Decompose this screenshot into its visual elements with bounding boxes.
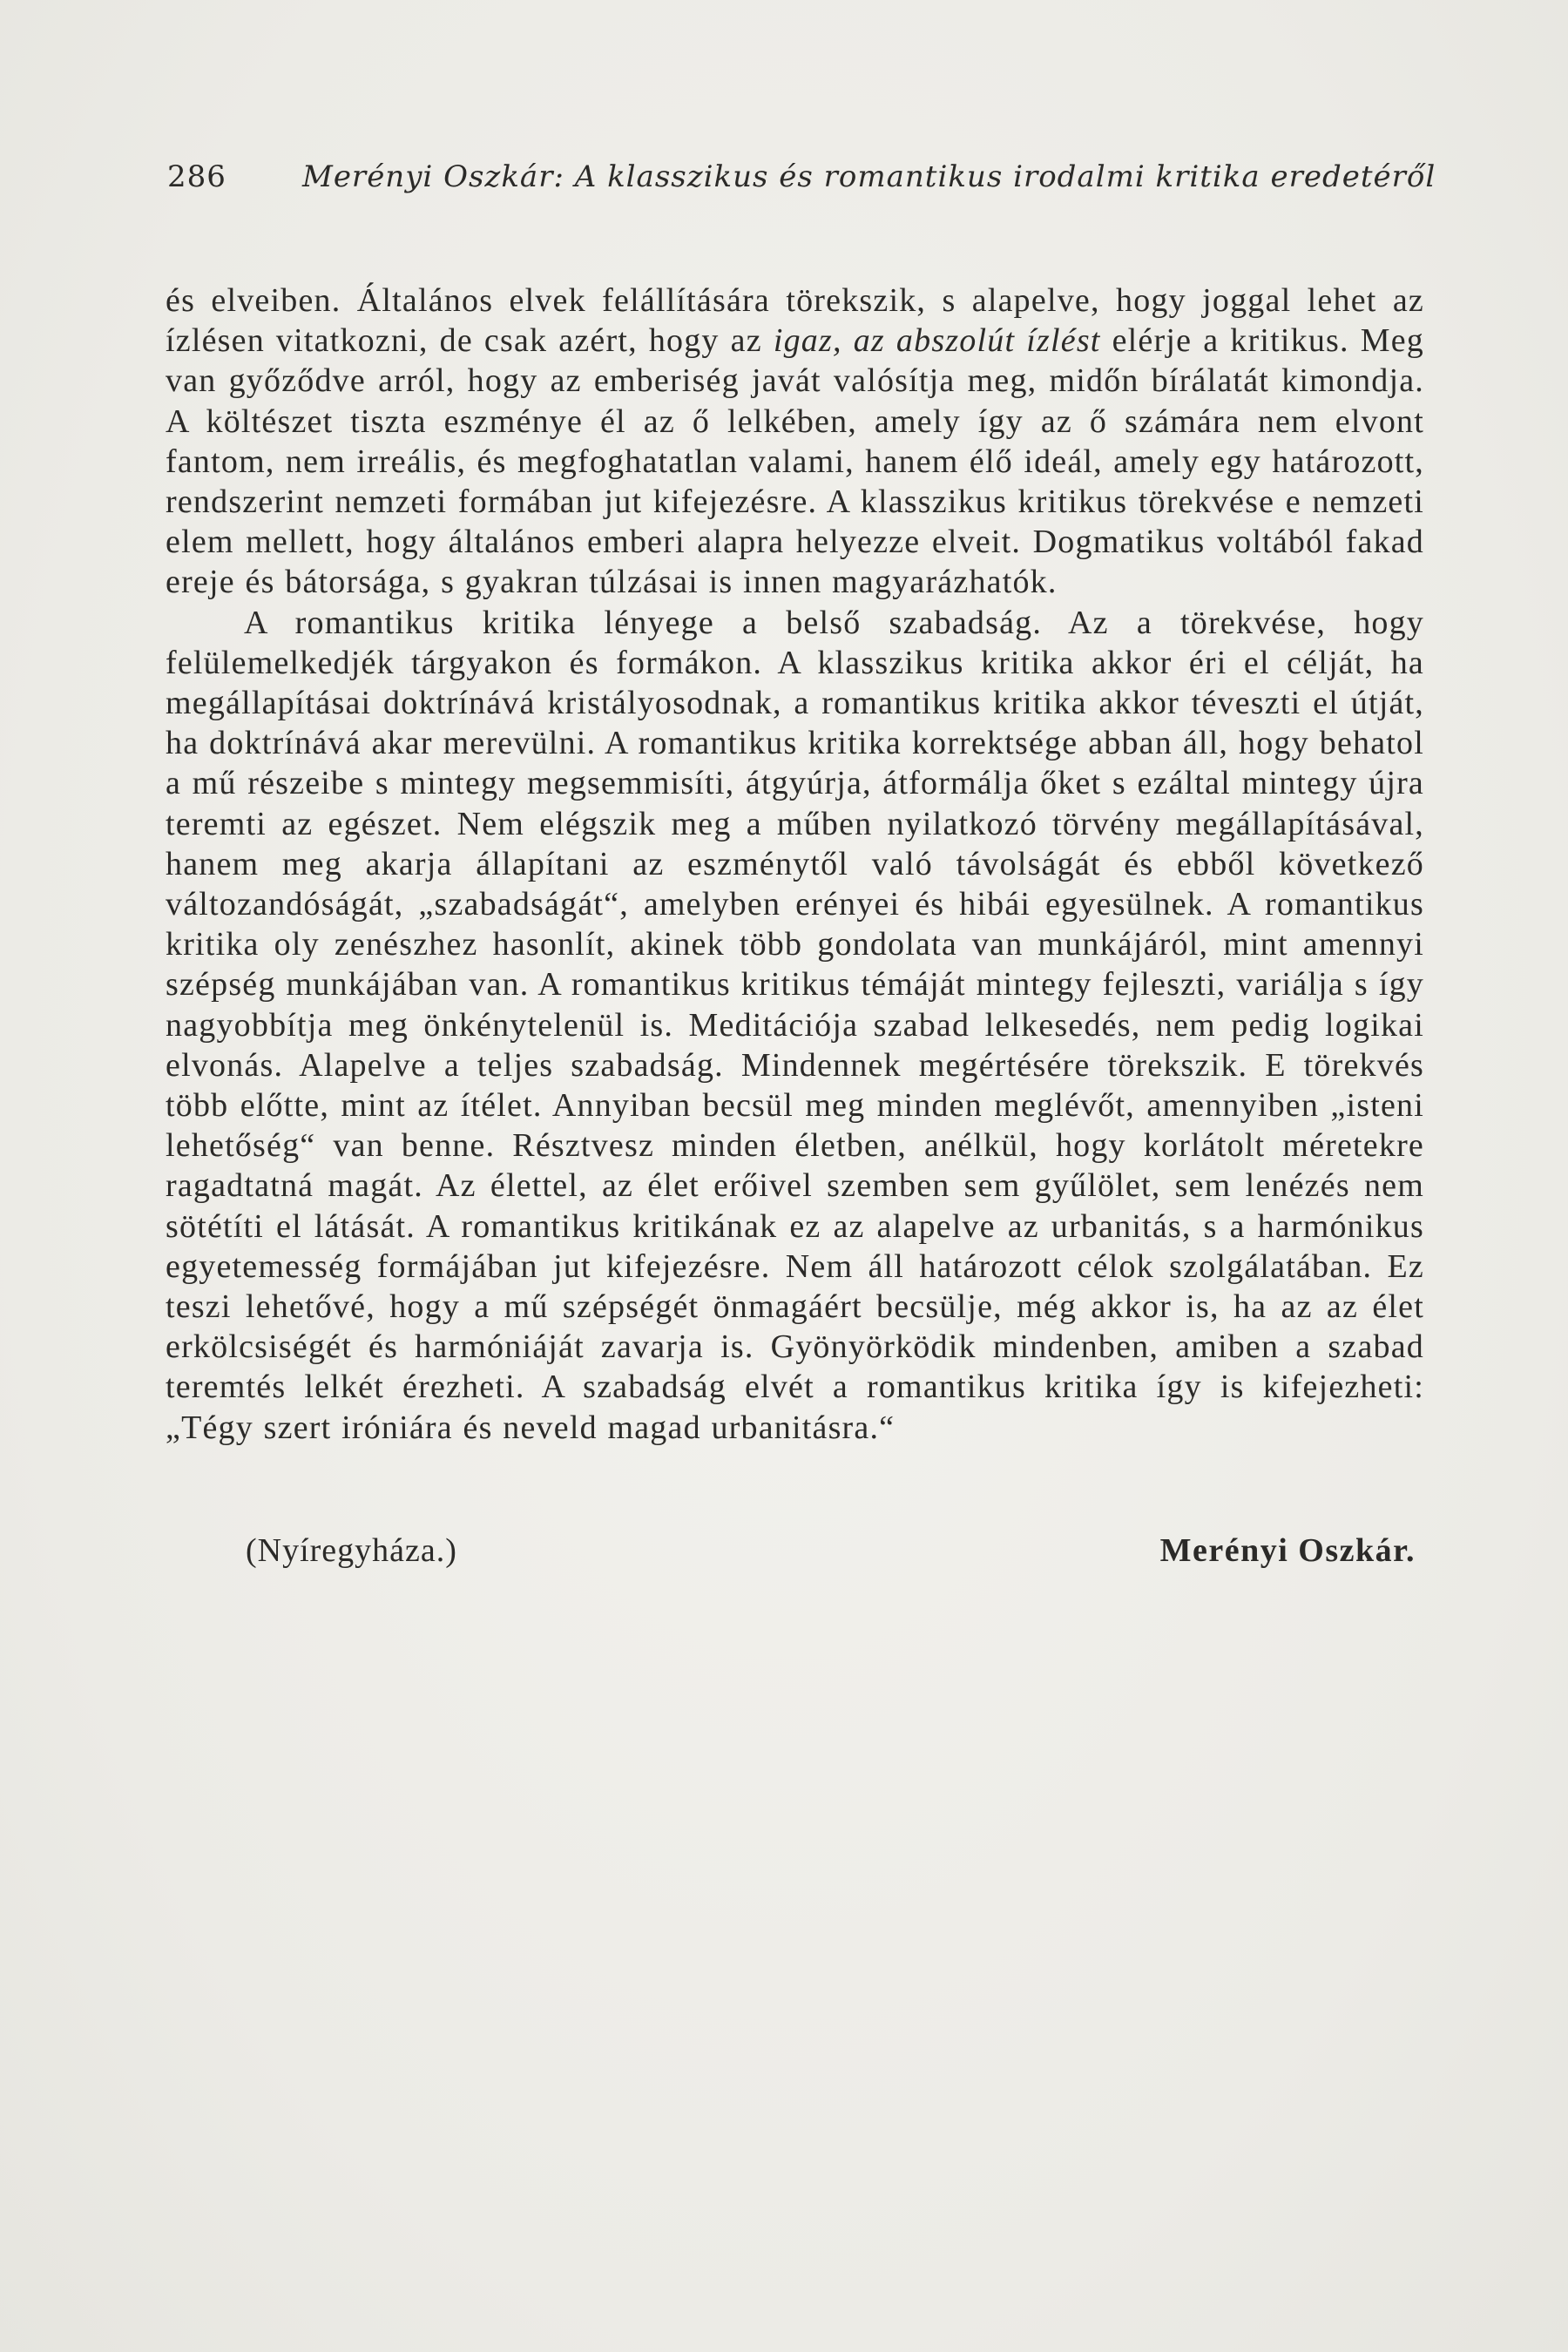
running-title: Merényi Oszkár: A klasszikus és romantikus irodalmi kritika eredetéről: [302, 159, 1436, 194]
paragraph-1: [166, 280, 1424, 603]
paragraph-1-italic-phrase: igaz, az abszolút ízlést: [773, 322, 1101, 360]
place-line: (Nyíregyháza.): [246, 1532, 457, 1569]
author-name: Merényi Oszkár.: [1159, 1532, 1416, 1569]
page-number: 286: [167, 159, 226, 194]
paragraph-1-text-b: elérje a kritikus. Meg van győződve arról, hogy az emberiség javát valósítja meg, midőn bírálatát kimondja. A költészet tiszta eszménye él az ő lelkében, amely így az ő számára nem elvont fantom, nem irreális, és megfoghatatlan valami, hanem élő ideál, amely egy határozott, rendszerint nemzeti formában jut kifejezésre. A klasszikus kritikus törekvése e nemzeti elem mellett, hogy általános emberi alapra helyezze elveit. Dogmatikus voltából fakad ereje és bátorsága, s gyakran túlzásai is innen magyarázhatók.: [166, 322, 1425, 601]
paragraph-1-text-a: és elveiben. Általános elvek felállítására törekszik, s alapelve, hogy joggal lehet az ízlésen vitatkozni, de csak azért, hogy az: [166, 282, 1424, 360]
article-body: [166, 280, 1424, 1448]
signoff: [166, 1524, 1424, 1577]
running-head: [167, 155, 1436, 199]
paragraph-2-text: A romantikus kritika lényege a belső szabadság. Az a törekvése, hogy felülemelkedjék tárgyakon és formákon. A klasszikus kritika akkor éri el célját, ha megállapításai doktrínává kristályosodnak, a romantikus kritika akkor téveszti el útját, ha doktrínává akar merevülni. A romantikus kritika korrektsége abban áll, hogy behatol a mű részeibe s mintegy megsemmisíti, átgyúrja, átformálja őket s ezáltal mintegy újra teremti az egészet. Nem elégszik meg a műben nyilatkozó törvény megállapításával, hanem meg akarja állapítani az eszménytől való távolságát és ebből következő változandóságát, „szabadságát“, amelyben erényei és hibái egyesülnek. A romantikus kritika oly zenészhez hasonlít, akinek több gondolata van munkájáról, mint amennyi szépség munkájában van. A romantikus kritikus témáját mintegy fejleszti, variálja s így nagyobbítja meg önkénytelenül is. Meditációja szabad lelkesedés, nem pedig logikai elvonás. Alapelve a teljes szabadság. Mindennek megértésére törekszik. E törekvés több előtte, mint az ítélet. Annyiban becsül meg minden meglévőt, amennyiben „isteni lehetőség“ van benne. Résztvesz minden életben, anélkül, hogy korlátolt méretekre ragadtatná magát. Az élettel, az élet erőivel szemben sem gyűlölet, sem lenézés nem sötétíti el látását. A romantikus kritikának ez az alapelve az urbanitás, s a harmónikus egyetemesség formájában jut kifejezésre. Nem áll határozott célok szolgálatában. Ez teszi lehetővé, hogy a mű szépségét önmagáért becsülje, még akkor is, ha az az élet erkölcsiségét és harmóniáját zavarja is. Gyönyörködik mindenben, amiben a szabad teremtés lelkét érezheti. A szabadság elvét a romantikus kritika így is kifejezheti: „Tégy szert iróniára és neveld magad urbanitásra.“: [166, 604, 1424, 1446]
paragraph-2: [166, 603, 1424, 1448]
